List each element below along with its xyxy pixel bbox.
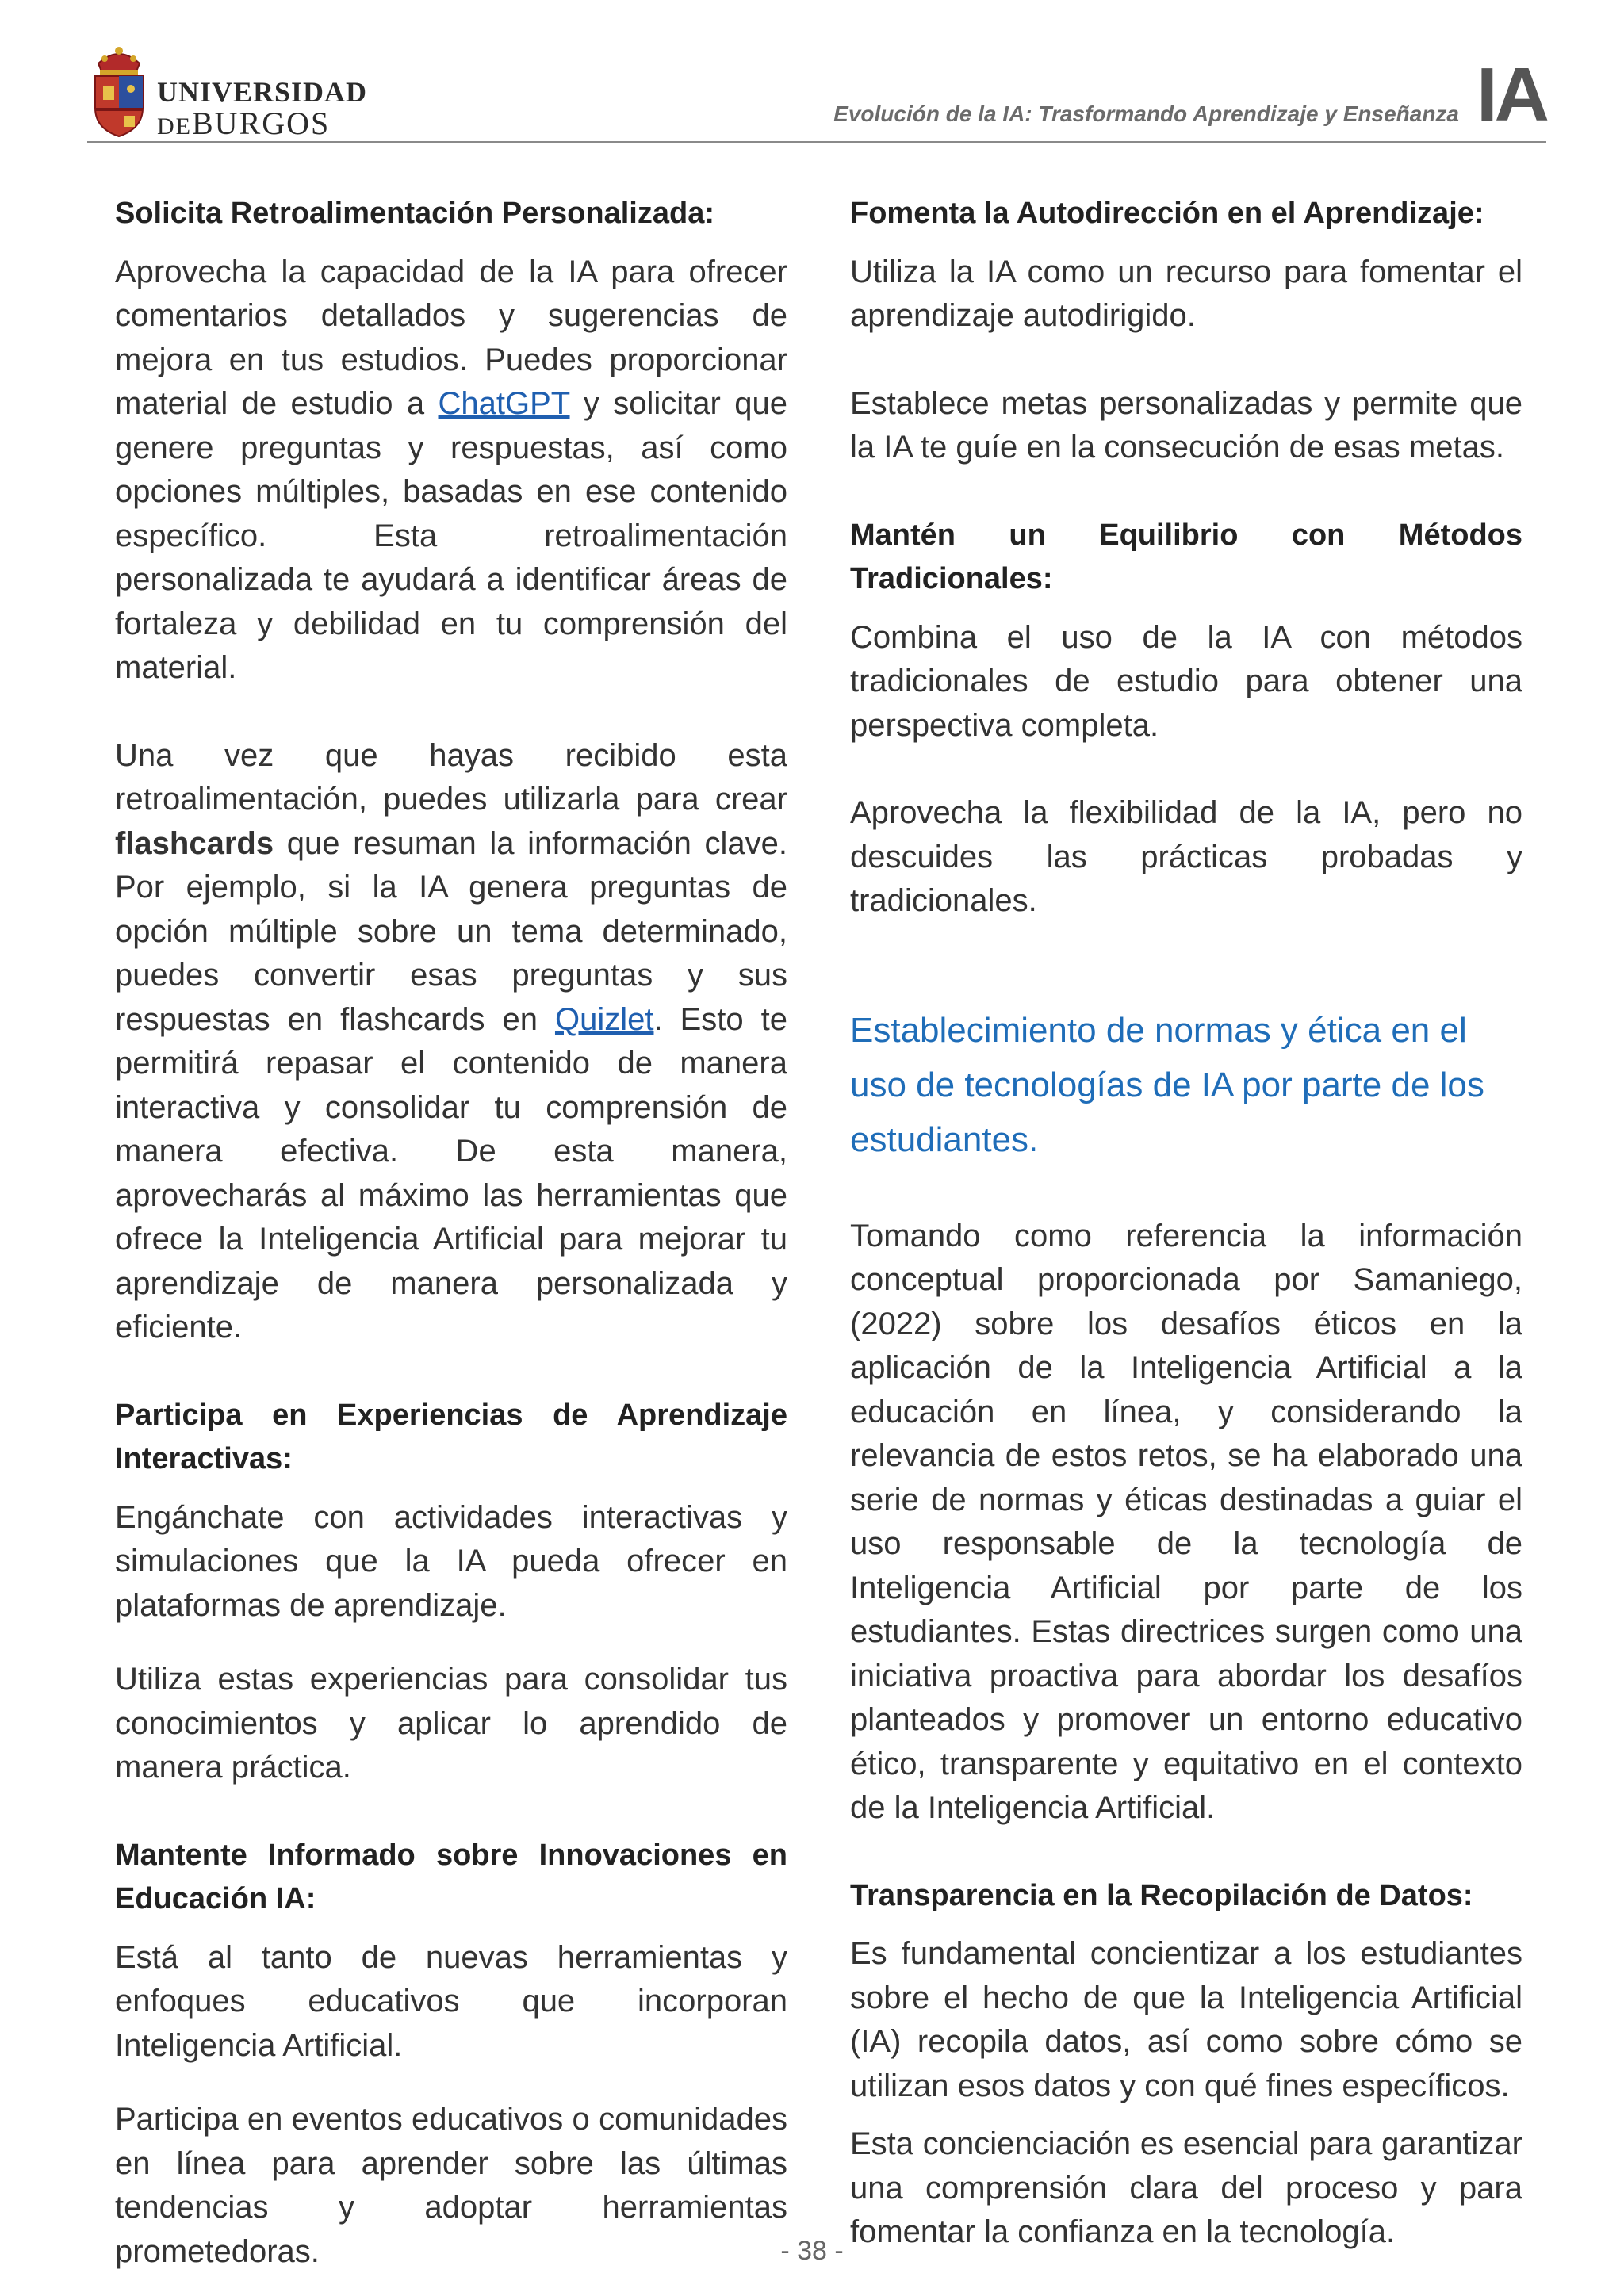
heading-autodireccion: Fomenta la Autodirección en el Aprendizaje: [850, 197, 1484, 230]
paragraph-text: Aprovecha la capacidad de la IA para ofrecer comentarios detallados y sugerencias de mejora en tus estudios. Puedes proporcionar material de estudio a [115, 254, 787, 421]
paragraph-text: y solicitar que genere preguntas y respuestas, así como opciones múltiples, basadas en ese contenido específico. Esta retroalimentación personalizada te ayudará a identificar áreas de fortaleza y debilidad en tu comprensión del material. [115, 386, 787, 685]
ia-logo: IA [1477, 52, 1546, 137]
document-title: Evolución de la IA: Trasformando Aprendizaje y Enseñanza [833, 101, 1459, 126]
paragraph-flashcards [115, 734, 787, 1350]
left-column [115, 192, 787, 2274]
university-name-line2 [157, 105, 367, 141]
heading-experiencias-interactivas: Participa en Experiencias de Aprendizaje Interactivas: [115, 1398, 787, 1475]
page-header [87, 40, 1546, 144]
heading-retroalimentacion: Solicita Retroalimentación Personalizada: [115, 197, 714, 230]
university-name-main: BURGOS [192, 105, 331, 141]
paragraph-equilibrio-2: Aprovecha la flexibilidad de la IA, pero no descuides las prácticas probadas y tradicionales. [850, 795, 1522, 918]
paragraph-innovaciones-1: Está al tanto de nuevas herramientas y enfoques educativos que incorporan Inteligencia Artificial. [115, 1939, 787, 2063]
paragraph-autodireccion-1: Utiliza la IA como un recurso para fomentar el aprendizaje autodirigido. [850, 254, 1522, 333]
quizlet-link[interactable]: Quizlet [554, 1001, 654, 1037]
paragraph-equilibrio-1: Combina el uso de la IA con métodos tradicionales de estudio para obtener una perspectiva completa. [850, 619, 1522, 743]
flashcards-term: flashcards [115, 825, 274, 861]
paragraph-retroalimentacion [115, 251, 787, 691]
university-name [157, 78, 367, 140]
paragraph-normas-etica: Tomando como referencia la información conceptual proporcionada por Samaniego, (2022) sobre los desafíos éticos en la aplicación de la Inteligencia Artificial a la educación en línea, y considerando la relevancia de estos retos, se ha elaborado una serie de normas y éticas destinadas a guiar el uso responsable de la tecnología de Inteligencia Artificial por parte de los estudiantes. Estas directrices surgen como una iniciativa proactiva para abordar los desafíos planteados y promover un entorno educativo ético, transparente y equitativo en el contexto de la Inteligencia Artificial. [850, 1218, 1522, 1825]
paragraph-text: que resuman la información clave. Por ejemplo, si la IA genera preguntas de opción múltiple sobre un tema determinado, puedes convertir esas preguntas y sus respuestas en flashcards en [115, 825, 787, 1037]
paragraph-transparencia-2: Esta concienciación es esencial para garantizar una comprensión clara del proceso y para fomentar la confianza en la tecnología. [850, 2126, 1522, 2249]
chatgpt-link[interactable]: ChatGPT [438, 386, 570, 421]
paragraph-interactivas-1: Engánchate con actividades interactivas y simulaciones que la IA pueda ofrecer en plataformas de aprendizaje. [115, 1499, 787, 1623]
university-name-line1: UNIVERSIDAD [157, 76, 368, 108]
paragraph-autodireccion-2: Establece metas personalizadas y permite que la IA te guíe en la consecución de esas metas. [850, 385, 1522, 465]
university-crest-icon [87, 40, 151, 138]
paragraph-transparencia-1: Es fundamental concientizar a los estudiantes sobre el hecho de que la Inteligencia Artificial (IA) recopila datos, así como sobre cómo se utilizan esos datos y con qué fines específicos. [850, 1936, 1522, 2103]
paragraph-text: Una vez que hayas recibido esta retroalimentación, puedes utilizarla para crear [115, 737, 787, 817]
paragraph-interactivas-2: Utiliza estas experiencias para consolidar tus conocimientos y aplicar lo aprendido de manera práctica. [115, 1662, 787, 1785]
heading-innovaciones: Mantente Informado sobre Innovaciones en Educación IA: [115, 1838, 787, 1915]
page-number: - 38 - [780, 2236, 844, 2266]
section-title-normas-etica: Establecimiento de normas y ética en el uso de tecnologías de IA por parte de los estudiantes. [850, 1010, 1484, 1159]
heading-equilibrio: Mantén un Equilibrio con Métodos Tradicionales: [850, 518, 1522, 595]
paragraph-text: . Esto te permitirá repasar el contenido de manera interactiva y consolidar tu comprensión de manera efectiva. De esta manera, aprovecharás al máximo las herramientas que ofrece la Inteligencia Artificial para mejorar tu aprendizaje de manera personalizada y eficiente. [115, 1001, 787, 1345]
paragraph-innovaciones-2: Participa en eventos educativos o comunidades en línea para aprender sobre las últimas tendencias y adoptar herramientas prometedoras. [115, 2102, 787, 2269]
university-name-prefix: DE [157, 113, 192, 140]
heading-transparencia: Transparencia en la Recopilación de Datos: [850, 1878, 1473, 1912]
right-column [850, 192, 1522, 2255]
header-divider [87, 141, 1546, 144]
